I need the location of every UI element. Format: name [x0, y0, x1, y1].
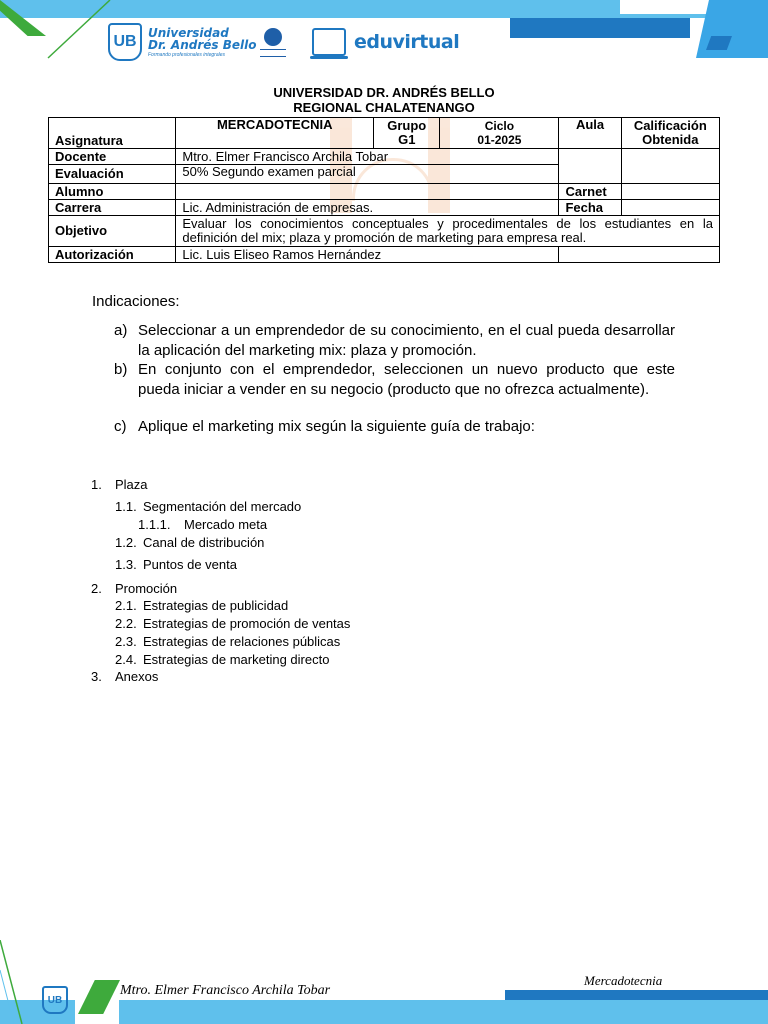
footer-university-crest-icon: UB: [42, 986, 68, 1014]
guia-number: 1.3.: [115, 557, 137, 572]
exam-info-table: [48, 117, 720, 263]
autorizacion-signature-field[interactable]: [559, 247, 720, 263]
university-name-line1: Universidad: [148, 25, 229, 40]
indicacion-text: En conjunto con el emprendedor, seleccionen un nuevo producto que este pueda iniciar a vender en su negocio (producto que no ofrezca actualmente).: [138, 361, 675, 398]
laptop-icon: [312, 28, 346, 56]
guia-text: Estrategias de relaciones públicas: [143, 634, 341, 649]
guia-number: 1.1.1.: [138, 517, 171, 532]
asignatura-value: MERCADOTECNIA: [176, 118, 374, 149]
footer-diagonal-line: [0, 940, 40, 1024]
university-tagline: Formando profesionales integrales: [148, 51, 225, 58]
carrera-value: Lic. Administración de empresas.: [176, 200, 559, 216]
guia-text: Segmentación del mercado: [143, 499, 302, 514]
university-crest-icon: UB: [108, 23, 142, 61]
guia-text: Mercado meta: [184, 517, 268, 532]
document-subtitle: REGIONAL CHALATENANGO: [293, 100, 475, 115]
evaluacion-label: Evaluación: [49, 165, 176, 184]
regional-seal-logo: [258, 20, 288, 64]
fecha-label: Fecha: [559, 200, 621, 216]
guia-item-2: [91, 581, 177, 596]
indicacion-text: Aplique el marketing mix según la siguiente guía de trabajo:: [138, 418, 535, 435]
autorizacion-value: Lic. Luis Eliseo Ramos Hernández: [176, 247, 559, 263]
guia-number: 1.2.: [115, 535, 137, 550]
guia-text: Canal de distribución: [143, 535, 265, 550]
carrera-label: Carrera: [49, 200, 176, 216]
indicacion-marker: b): [114, 361, 128, 378]
guia-number: 3.: [91, 669, 102, 684]
grupo-value: G1: [398, 132, 416, 147]
ciclo-value: 01-2025: [477, 133, 522, 147]
guia-item-2-3: [115, 634, 340, 649]
guia-text: Puntos de venta: [143, 557, 237, 572]
alumno-label: Alumno: [49, 184, 176, 200]
guia-text: Estrategias de marketing directo: [143, 652, 330, 667]
university-name-line2: Dr. Andrés Bello: [148, 37, 257, 52]
calificacion-label-2: Obtenida: [642, 132, 699, 147]
guia-number: 2.3.: [115, 634, 137, 649]
grupo-cell: [374, 118, 440, 149]
header-dark-band: [510, 18, 690, 38]
ciclo-cell: [440, 118, 559, 149]
indicacion-item: [114, 360, 675, 399]
guia-item-1-2: [115, 535, 264, 550]
guia-number: 1.: [91, 477, 102, 492]
asignatura-label: Asignatura: [49, 118, 176, 149]
guia-item-2-4: [115, 652, 329, 667]
alumno-value-field[interactable]: [176, 184, 559, 200]
indicacion-marker: a): [114, 322, 128, 339]
guia-number: 1.1.: [115, 499, 137, 514]
indicaciones-heading: Indicaciones:: [92, 293, 180, 310]
objetivo-value: Evaluar los conocimientos conceptuales y procedimentales de los estudiantes en la definición del mix; plaza y promoción de marketing para empresa real.: [176, 216, 720, 247]
guia-text: Plaza: [115, 477, 148, 492]
calificacion-label-1: Calificación: [633, 118, 707, 133]
autorizacion-label: Autorización: [49, 247, 176, 263]
indicacion-item: [114, 417, 675, 437]
guia-text: Anexos: [115, 669, 159, 684]
footer-author: Mtro. Elmer Francisco Archila Tobar: [120, 983, 331, 998]
aula-label: Aula: [559, 118, 621, 149]
guia-number: 2.: [91, 581, 102, 596]
guia-number: 2.1.: [115, 598, 137, 613]
eduvirtual-logo: [312, 20, 459, 64]
guia-item-3: [91, 669, 158, 684]
guia-text: Promoción: [115, 581, 178, 596]
calificacion-value-field[interactable]: [621, 149, 719, 184]
guia-item-1: [91, 477, 148, 492]
university-logo: [108, 20, 256, 64]
docente-label: Docente: [49, 149, 176, 165]
grupo-label: Grupo: [387, 118, 427, 133]
ciclo-label: Ciclo: [484, 119, 515, 133]
evaluacion-value: 50% Segundo examen parcial: [176, 165, 559, 184]
guia-item-2-2: [115, 616, 350, 631]
objetivo-label: Objetivo: [49, 216, 176, 247]
indicacion-marker: c): [114, 418, 127, 435]
calificacion-cell: [621, 118, 719, 149]
aula-value-field[interactable]: [559, 149, 621, 184]
regional-seal-icon: [258, 24, 288, 60]
indicacion-text: Seleccionar a un emprendedor de su conocimiento, en el cual pueda desarrollar la aplicación del marketing mix: plaza y promoción.: [138, 322, 675, 359]
indicaciones-list: [114, 321, 675, 437]
guia-item-1-1-1: [138, 517, 267, 532]
document-title: UNIVERSIDAD DR. ANDRÉS BELLO: [273, 85, 495, 100]
carnet-label: Carnet: [559, 184, 621, 200]
guia-item-1-1: [115, 499, 301, 514]
docente-value: Mtro. Elmer Francisco Archila Tobar: [176, 149, 559, 165]
guia-number: 2.2.: [115, 616, 137, 631]
footer-subject: Mercadotecnia: [584, 973, 663, 988]
eduvirtual-wordmark: eduvirtual: [354, 31, 460, 53]
guia-item-2-1: [115, 598, 288, 613]
guia-text: Estrategias de promoción de ventas: [143, 616, 351, 631]
fecha-value-field[interactable]: [621, 200, 719, 216]
guia-text: Estrategias de publicidad: [143, 598, 289, 613]
guia-number: 2.4.: [115, 652, 137, 667]
guia-item-1-3: [115, 557, 237, 572]
indicacion-item: [114, 321, 675, 360]
carnet-value-field[interactable]: [621, 184, 719, 200]
